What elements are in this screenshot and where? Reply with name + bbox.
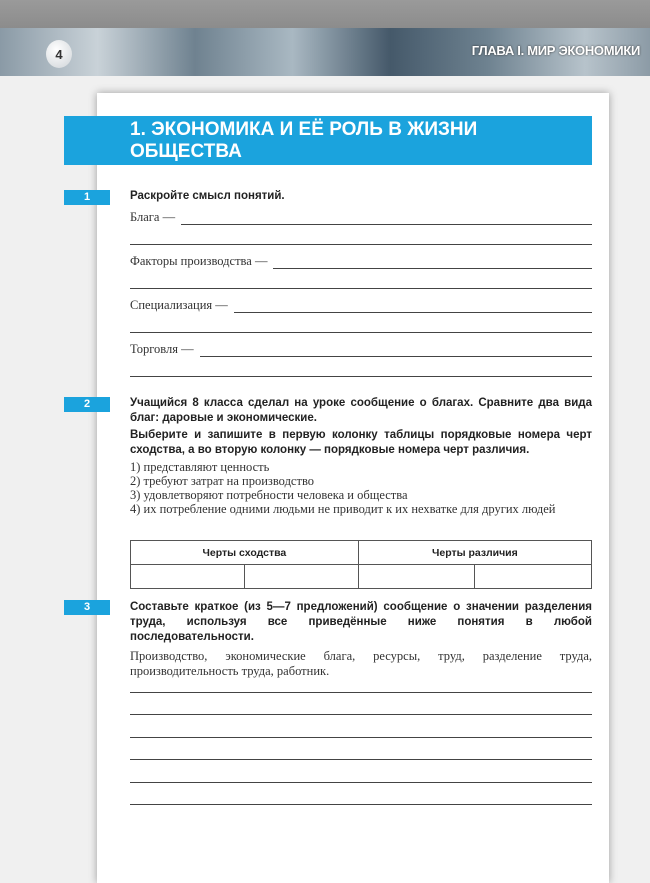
table-header: Черты сходства xyxy=(131,541,359,565)
answer-line[interactable] xyxy=(130,288,592,289)
task-number: 3 xyxy=(64,600,110,615)
term-field[interactable] xyxy=(130,210,592,225)
answer-line[interactable] xyxy=(130,376,592,377)
term-label: Факторы производства — xyxy=(130,254,268,268)
term-field[interactable] xyxy=(130,298,592,313)
task-instruction: Выберите и запишите в первую колонку таблицы порядковые номера черт сходства, а во вторую колонку — порядковые номера черт различия. xyxy=(130,429,592,456)
list-item: 3) удовлетворяют потребности человека и общества xyxy=(130,488,408,502)
term-label: Блага — xyxy=(130,210,176,224)
term-label: Торговля — xyxy=(130,342,194,356)
task-number: 1 xyxy=(64,190,110,205)
term-label: Специализация — xyxy=(130,298,228,312)
answer-line[interactable] xyxy=(130,782,592,783)
list-item: 2) требуют затрат на производство xyxy=(130,474,315,488)
task-prompt: Составьте краткое (из 5—7 предложений) сообщение о значении разделения труда, используя все приведённые ниже понятия в любой последовательности. xyxy=(130,601,592,643)
table-header: Черты различия xyxy=(358,541,591,565)
answer-line[interactable] xyxy=(130,692,592,693)
comparison-table xyxy=(130,540,592,589)
answer-line[interactable] xyxy=(130,332,592,333)
term-field[interactable] xyxy=(130,342,592,357)
term-field[interactable] xyxy=(130,254,592,269)
table-cell[interactable] xyxy=(131,565,245,589)
table-cell[interactable] xyxy=(358,565,475,589)
top-bar xyxy=(0,0,650,28)
task-prompt: Раскройте смысл понятий. xyxy=(130,190,285,202)
answer-line[interactable] xyxy=(130,804,592,805)
table-cell[interactable] xyxy=(475,565,592,589)
answer-line[interactable] xyxy=(130,714,592,715)
concepts-text: Производство, экономические блага, ресурсы, труд, разделение труда, производительность труда, работник. xyxy=(130,649,592,678)
chapter-title: ГЛАВА I. МИР ЭКОНОМИКИ xyxy=(471,43,640,58)
task-number: 2 xyxy=(64,397,110,412)
answer-line[interactable] xyxy=(130,737,592,738)
page-number: 4 xyxy=(46,40,72,68)
page-title: 1. ЭКОНОМИКА И ЕЁ РОЛЬ В ЖИЗНИ ОБЩЕСТВА xyxy=(64,116,592,165)
answer-line[interactable] xyxy=(130,759,592,760)
answer-line[interactable] xyxy=(130,244,592,245)
table-cell[interactable] xyxy=(244,565,358,589)
task-intro: Учащийся 8 класса сделал на уроке сообщение о благах. Сравните два вида благ: даровые и экономические. xyxy=(130,397,592,424)
list-item: 4) их потребление одними людьми не приводит к их нехватке для других людей xyxy=(130,502,556,516)
list-item: 1) представляют ценность xyxy=(130,460,270,474)
